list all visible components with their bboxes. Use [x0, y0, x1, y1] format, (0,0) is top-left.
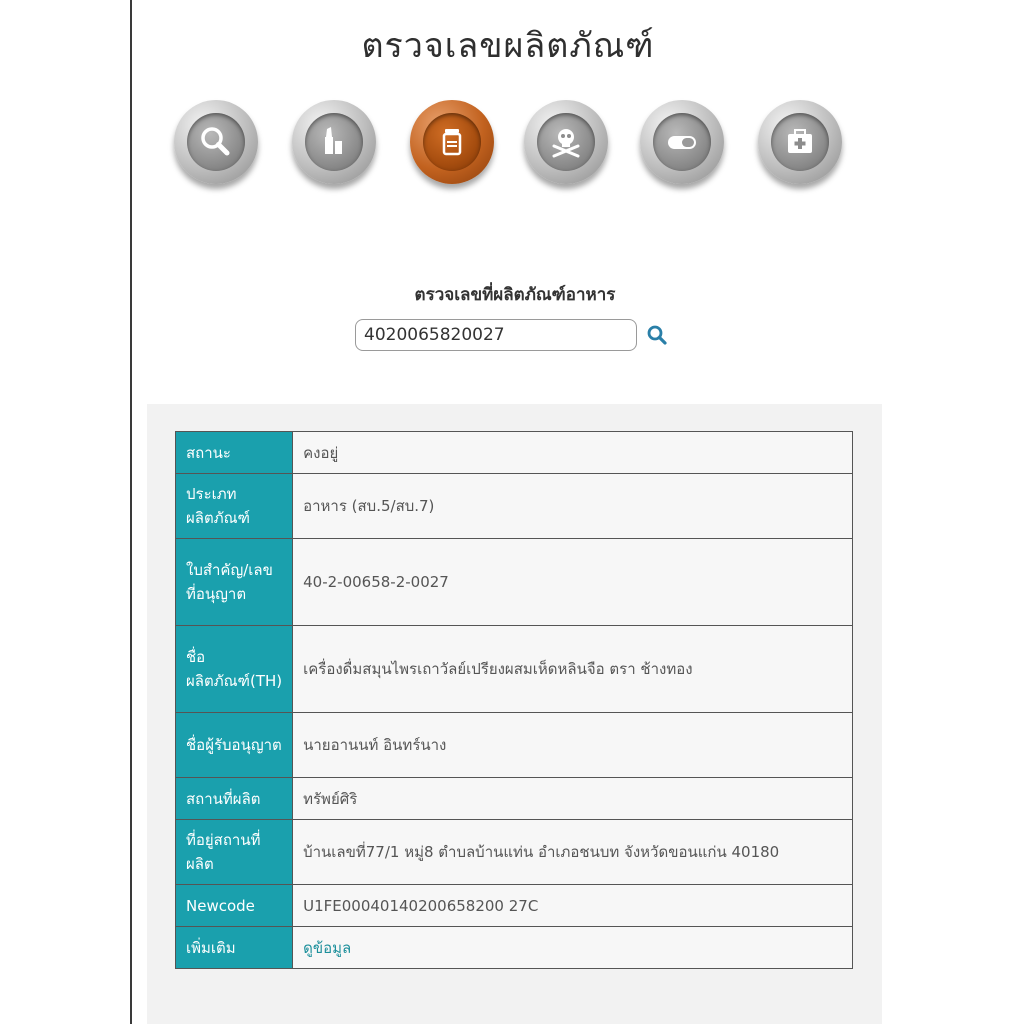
row-label: Newcode — [176, 885, 293, 927]
category-cosmetic-button[interactable] — [292, 100, 376, 184]
page-title: ตรวจเลขผลิตภัณฑ์ — [361, 26, 655, 66]
category-food-button[interactable] — [410, 100, 494, 184]
row-label: สถานที่ผลิต — [176, 778, 293, 820]
search-icon — [187, 113, 245, 171]
row-value: 40-2-00658-2-0027 — [293, 539, 853, 626]
row-label: สถานะ — [176, 432, 293, 474]
cosmetic-bottle-icon — [305, 113, 363, 171]
table-row — [176, 820, 853, 885]
table-row — [176, 927, 853, 969]
table-row — [176, 432, 853, 474]
row-label: ชื่อผู้รับอนุญาต — [176, 713, 293, 778]
row-value: อาหาร (สบ.5/สบ.7) — [293, 474, 853, 539]
row-label: ชื่อผลิตภัณฑ์(TH) — [176, 626, 293, 713]
pill-capsule-icon — [653, 113, 711, 171]
category-search-button[interactable] — [174, 100, 258, 184]
row-value: ทรัพย์ศิริ — [293, 778, 853, 820]
category-drug-button[interactable] — [640, 100, 724, 184]
table-row — [176, 713, 853, 778]
row-value: คงอยู่ — [293, 432, 853, 474]
table-row — [176, 778, 853, 820]
row-label: ที่อยู่สถานที่ผลิต — [176, 820, 293, 885]
medical-kit-icon — [771, 113, 829, 171]
row-value: บ้านเลขที่77/1 หมู่8 ตำบลบ้านแท่น อำเภอชนบท จังหวัดขอนแก่น 40180 — [293, 820, 853, 885]
category-medical-device-button[interactable] — [758, 100, 842, 184]
search-input[interactable] — [355, 319, 637, 351]
row-label: ประเภทผลิตภัณฑ์ — [176, 474, 293, 539]
food-jar-icon — [423, 113, 481, 171]
category-icon-row — [0, 100, 1024, 190]
row-label: เพิ่มเติม — [176, 927, 293, 969]
table-row — [176, 474, 853, 539]
row-value: เครื่องดื่มสมุนไพรเถาวัลย์เปรียงผสมเห็ดหลินจือ ตรา ช้างทอง — [293, 626, 853, 713]
category-hazard-button[interactable] — [524, 100, 608, 184]
table-row — [176, 539, 853, 626]
table-row — [176, 885, 853, 927]
search-submit-icon[interactable] — [646, 324, 668, 346]
row-value: U1FE00040140200658200 27C — [293, 885, 853, 927]
product-info-table — [175, 431, 853, 969]
search-label: ตรวจเลขที่ผลิตภัณฑ์อาหาร — [414, 285, 616, 305]
skull-crossbones-icon — [537, 113, 595, 171]
row-label: ใบสำคัญ/เลขที่อนุญาต — [176, 539, 293, 626]
row-value: นายอานนท์ อินทร์นาง — [293, 713, 853, 778]
table-row — [176, 626, 853, 713]
view-details-link[interactable]: ดูข้อมูล — [303, 938, 352, 957]
